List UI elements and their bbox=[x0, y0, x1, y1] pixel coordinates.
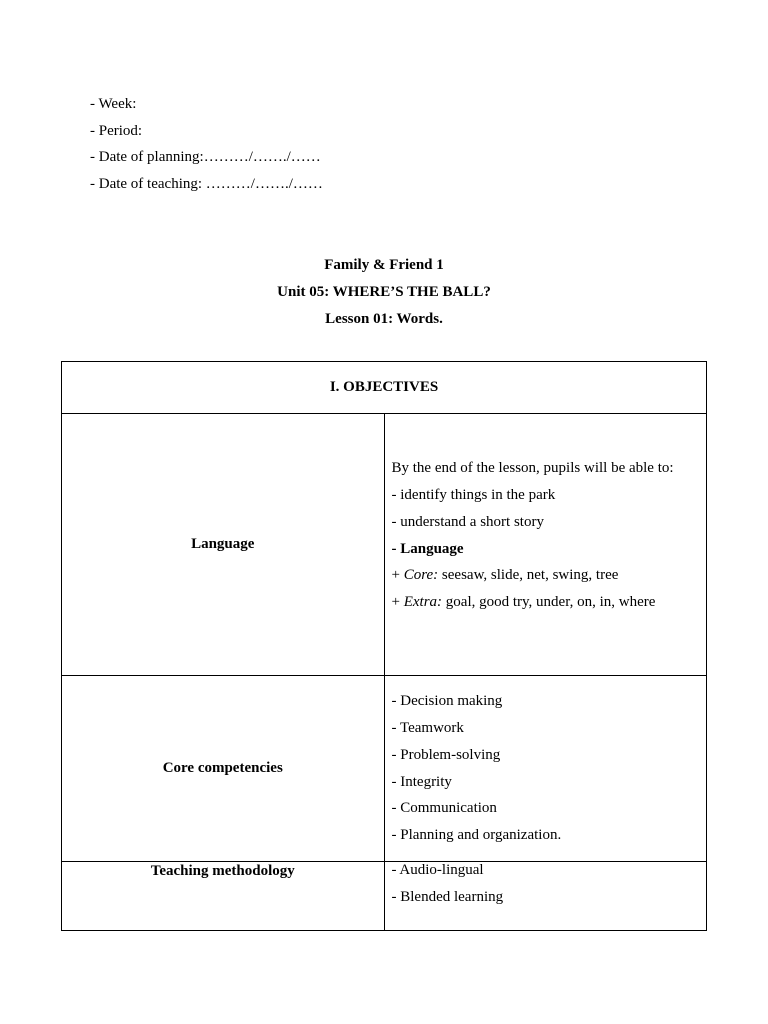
date-of-planning-line: - Date of planning:………/……./…… bbox=[90, 149, 321, 166]
teaching-methodology-label: Teaching methodology bbox=[62, 862, 385, 931]
lesson-plan-table bbox=[61, 361, 707, 931]
language-content bbox=[384, 414, 707, 676]
lesson-title: Lesson 01: Words. bbox=[325, 311, 443, 327]
lesson-meta bbox=[90, 91, 323, 198]
date-of-teaching-line: - Date of teaching: ………/……./…… bbox=[90, 176, 323, 193]
core-competencies-label: Core competencies bbox=[62, 676, 385, 862]
core-label: Core: bbox=[403, 567, 439, 584]
objectives-header: I. OBJECTIVES bbox=[62, 362, 707, 414]
period-line: - Period: bbox=[90, 122, 143, 139]
extra-vocab: goal, good try, under, on, in, where bbox=[442, 593, 656, 610]
lesson-titles bbox=[0, 252, 768, 333]
language-sub-heading: - Language bbox=[391, 540, 464, 557]
extra-label: Extra: bbox=[403, 593, 443, 610]
week-line: - Week: bbox=[90, 96, 137, 112]
competency-item: - Integrity bbox=[391, 773, 452, 790]
core-competencies-row bbox=[62, 676, 707, 862]
language-label: Language bbox=[62, 414, 385, 676]
core-vocab-line bbox=[392, 562, 707, 589]
competency-item: - Communication bbox=[391, 800, 497, 817]
language-line-1: - identify things in the park bbox=[391, 487, 556, 504]
competency-item: - Decision making bbox=[391, 693, 503, 710]
extra-vocab-line bbox=[392, 589, 707, 616]
core-competencies-content bbox=[384, 676, 707, 862]
core-vocab: seesaw, slide, net, swing, tree bbox=[438, 567, 619, 584]
teaching-methodology-row bbox=[62, 862, 707, 931]
book-title: Family & Friend 1 bbox=[324, 257, 444, 273]
competency-item: - Teamwork bbox=[391, 720, 464, 737]
unit-title: Unit 05: WHERE’S THE BALL? bbox=[277, 284, 491, 300]
teaching-methodology-content bbox=[384, 862, 707, 931]
methodology-item: - Audio-lingual bbox=[391, 862, 484, 878]
language-row bbox=[62, 414, 707, 676]
extra-prefix: + bbox=[391, 593, 404, 610]
language-line-2: - understand a short story bbox=[391, 513, 544, 530]
competency-item: - Planning and organization. bbox=[391, 826, 562, 843]
competency-item: - Problem-solving bbox=[391, 746, 501, 763]
methodology-item: - Blended learning bbox=[391, 888, 504, 905]
core-prefix: + bbox=[391, 567, 404, 584]
language-intro: By the end of the lesson, pupils will be able to: bbox=[391, 460, 674, 477]
